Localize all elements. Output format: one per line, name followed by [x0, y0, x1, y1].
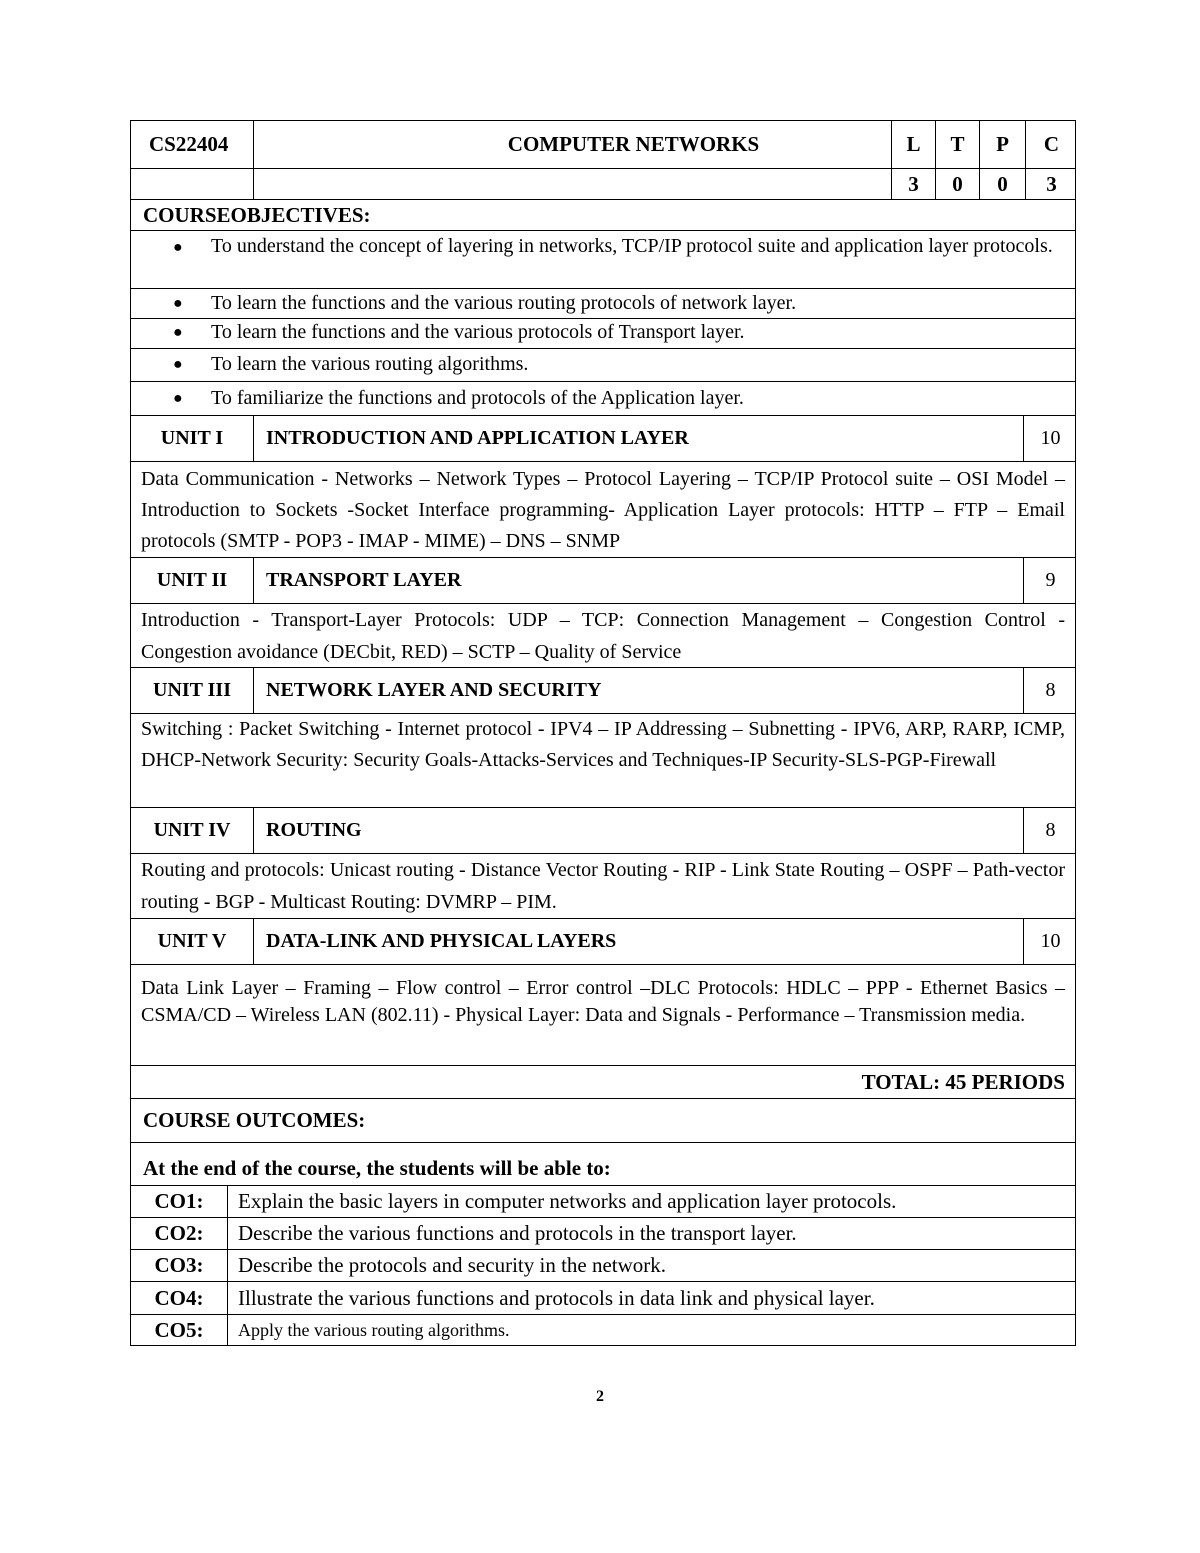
- objectives-heading: COURSEOBJECTIVES:: [143, 202, 371, 227]
- outcome-text: Describe the various functions and protocols in the transport layer.: [227, 1218, 1075, 1249]
- outcome-text: Explain the basic layers in computer networks and application layer protocols.: [227, 1186, 1075, 1217]
- unit-hours: 8: [1023, 668, 1077, 713]
- unit-content: Introduction - Transport-Layer Protocols: UDP – TCP: Connection Management – Congestion Control - Congestion avoidance (DECbit, RED) – SCTP – Quality of Service: [141, 609, 1065, 663]
- objective-item: [130, 318, 1076, 348]
- objective-text: To learn the functions and the various routing protocols of network layer.: [211, 292, 797, 314]
- outcome-text: Apply the various routing algorithms.: [227, 1315, 1075, 1345]
- objective-item: [130, 230, 1076, 288]
- unit-header-row: [130, 667, 1076, 713]
- bullet-icon: ●: [173, 295, 183, 312]
- unit-content-row: [130, 713, 1076, 807]
- ltpc-label-l: L: [891, 121, 935, 168]
- objective-item: [130, 348, 1076, 381]
- bullet-icon: ●: [173, 324, 183, 341]
- unit-label: UNIT IV: [153, 819, 231, 841]
- course-header-row: [130, 120, 1076, 168]
- unit-title: TRANSPORT LAYER: [253, 558, 1023, 603]
- unit-content-row: [130, 964, 1076, 1065]
- objective-text: To learn the various routing algorithms.: [211, 353, 529, 375]
- ltpc-value-t: 0: [935, 169, 979, 199]
- outcome-code: CO3:: [154, 1253, 204, 1277]
- outcomes-intro: At the end of the course, the students will be able to:: [143, 1156, 611, 1180]
- unit-header-row: [130, 415, 1076, 461]
- ltpc-value-c: 3: [1025, 169, 1077, 199]
- outcome-row: [130, 1281, 1076, 1314]
- outcome-code: CO1:: [154, 1189, 204, 1213]
- objective-item: [130, 288, 1076, 318]
- outcome-code: CO2:: [154, 1221, 204, 1245]
- ltpc-value-p: 0: [979, 169, 1025, 199]
- unit-title: NETWORK LAYER AND SECURITY: [253, 668, 1023, 713]
- unit-hours: 9: [1023, 558, 1077, 603]
- unit-header-row: [130, 557, 1076, 603]
- outcome-code: CO4:: [154, 1285, 204, 1310]
- unit-hours: 8: [1023, 808, 1077, 853]
- ltpc-label-c: C: [1025, 121, 1077, 168]
- outcome-row: [130, 1217, 1076, 1249]
- bullet-icon: ●: [173, 356, 183, 373]
- bullet-icon: ●: [173, 239, 183, 256]
- unit-label: UNIT V: [157, 930, 227, 952]
- unit-content-row: [130, 603, 1076, 667]
- outcomes-intro-row: [130, 1142, 1076, 1185]
- unit-label: UNIT II: [156, 569, 228, 591]
- unit-hours: 10: [1023, 416, 1077, 461]
- unit-content-row: [130, 853, 1076, 918]
- course-title: COMPUTER NETWORKS: [253, 121, 1013, 168]
- unit-header-row: [130, 918, 1076, 964]
- unit-hours: 10: [1023, 919, 1077, 964]
- unit-title: ROUTING: [253, 808, 1023, 853]
- empty-cell: [253, 169, 891, 199]
- outcome-text: Describe the protocols and security in the network.: [227, 1250, 1075, 1281]
- unit-label: UNIT I: [160, 427, 224, 449]
- ltpc-label-t: T: [935, 121, 979, 168]
- outcome-row: [130, 1249, 1076, 1281]
- ltpc-value-l: 3: [891, 169, 935, 199]
- unit-content: Routing and protocols: Unicast routing - Distance Vector Routing - RIP - Link State Routing – OSPF – Path-vector routing - BGP - Multicast Routing: DVMRP – PIM.: [141, 859, 1065, 913]
- unit-title: DATA-LINK AND PHYSICAL LAYERS: [253, 919, 1023, 964]
- outcome-row: [130, 1185, 1076, 1217]
- unit-title: INTRODUCTION AND APPLICATION LAYER: [253, 416, 1023, 461]
- unit-header-row: [130, 807, 1076, 853]
- unit-content: Data Link Layer – Framing – Flow control – Error control –DLC Protocols: HDLC – PPP - Ethernet Basics – CSMA/CD – Wireless LAN (802.11) - Physical Layer: Data and Signals - Performance – Transmission media.: [141, 977, 1065, 1026]
- total-row: [130, 1065, 1076, 1098]
- page-number: 2: [596, 1388, 604, 1405]
- course-code: CS22404: [149, 132, 229, 156]
- outcome-code: CO5:: [154, 1317, 204, 1342]
- unit-content: Data Communication - Networks – Network Types – Protocol Layering – TCP/IP Protocol suite – OSI Model – Introduction to Sockets -Socket Interface programming- Application Layer protocols: HTTP – FTP – Email protocols (SMTP - POP3 - IMAP - MIME) – DNS – SNMP: [141, 468, 1065, 552]
- bullet-icon: ●: [173, 390, 183, 407]
- outcome-row: [130, 1314, 1076, 1346]
- outcome-text: Illustrate the various functions and protocols in data link and physical layer.: [227, 1282, 1075, 1314]
- total-periods: TOTAL: 45 PERIODS: [861, 1069, 1065, 1094]
- outcomes-heading: COURSE OUTCOMES:: [143, 1108, 366, 1132]
- objective-item: [130, 381, 1076, 415]
- ltpc-label-p: P: [979, 121, 1025, 168]
- objective-text: To learn the functions and the various protocols of Transport layer.: [211, 321, 745, 343]
- unit-label: UNIT III: [153, 679, 231, 701]
- unit-content-row: [130, 461, 1076, 557]
- ltpc-values-row: [130, 168, 1076, 199]
- objective-text: To familiarize the functions and protocols of the Application layer.: [211, 387, 744, 409]
- objectives-heading-row: [130, 199, 1076, 230]
- objective-text: To understand the concept of layering in networks, TCP/IP protocol suite and application layer protocols.: [211, 235, 1053, 257]
- outcomes-heading-row: [130, 1098, 1076, 1142]
- unit-content: Switching : Packet Switching - Internet protocol - IPV4 – IP Addressing – Subnetting - IPV6, ARP, RARP, ICMP, DHCP-Network Security: Security Goals-Attacks-Services and Techniques-IP Security-SLS-PGP-Firewall: [141, 718, 1065, 771]
